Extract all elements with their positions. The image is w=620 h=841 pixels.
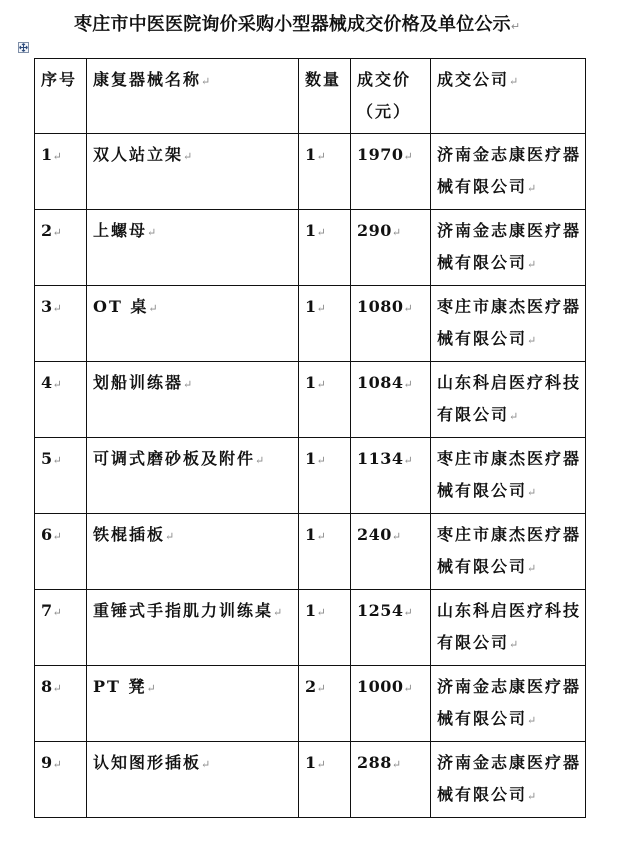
cell-price[interactable] — [351, 210, 431, 286]
cell-mark: ↵ — [52, 150, 63, 163]
cell-price[interactable] — [351, 514, 431, 590]
row-price: 1134 — [357, 449, 404, 468]
cell-qty[interactable] — [299, 666, 351, 742]
cell-mark: ↵ — [527, 790, 539, 803]
table-row — [35, 590, 586, 666]
table-row — [35, 362, 586, 438]
cell-mark: ↵ — [316, 682, 327, 695]
row-price: 1254 — [357, 601, 404, 620]
row-qty: 1 — [305, 753, 317, 772]
cell-mark: ↵ — [391, 226, 402, 239]
row-company: 济南金志康医疗器械有限公司 — [437, 677, 582, 728]
header-cell-company[interactable] — [431, 59, 586, 134]
cell-no[interactable] — [35, 210, 87, 286]
cell-mark: ↵ — [509, 75, 521, 88]
cell-mark: ↵ — [52, 378, 63, 391]
row-company: 山东科启医疗科技有限公司 — [437, 373, 582, 424]
row-no: 9 — [41, 753, 53, 772]
cell-mark: ↵ — [527, 486, 539, 499]
row-name: 重锤式手指肌力训练桌 — [93, 601, 274, 620]
row-company: 枣庄市康杰医疗器械有限公司 — [437, 449, 582, 500]
row-name: 认知图形插板 — [93, 753, 202, 772]
row-price: 1970 — [357, 145, 404, 164]
cell-mark: ↵ — [52, 226, 63, 239]
cell-price[interactable] — [351, 286, 431, 362]
row-price: 290 — [357, 221, 392, 240]
cell-mark: ↵ — [316, 226, 327, 239]
header-no: 序号 — [41, 70, 78, 89]
paragraph-mark: ↵ — [510, 20, 521, 33]
cell-no[interactable] — [35, 742, 87, 818]
cell-price[interactable] — [351, 666, 431, 742]
cell-qty[interactable] — [299, 134, 351, 210]
cell-qty[interactable] — [299, 362, 351, 438]
cell-mark: ↵ — [527, 714, 539, 727]
row-qty: 1 — [305, 145, 317, 164]
cell-mark: ↵ — [509, 638, 521, 651]
header-qty: 数量 — [305, 70, 342, 89]
cell-mark: ↵ — [148, 302, 160, 315]
cell-price[interactable] — [351, 362, 431, 438]
row-price: 1084 — [357, 373, 404, 392]
cell-mark: ↵ — [52, 606, 63, 619]
cell-company[interactable] — [431, 514, 586, 590]
row-company: 济南金志康医疗器械有限公司 — [437, 221, 582, 272]
cell-qty[interactable] — [299, 590, 351, 666]
cell-no[interactable] — [35, 362, 87, 438]
cell-price[interactable] — [351, 590, 431, 666]
cell-no[interactable] — [35, 666, 87, 742]
row-name: OT 桌 — [93, 297, 149, 316]
cell-no[interactable] — [35, 286, 87, 362]
cell-mark: ↵ — [52, 758, 63, 771]
price-table — [34, 58, 586, 818]
cell-name[interactable] — [87, 438, 299, 514]
price-table-body — [35, 59, 586, 818]
cell-mark: ↵ — [201, 75, 213, 88]
cell-no[interactable] — [35, 134, 87, 210]
row-no: 6 — [41, 525, 53, 544]
cell-qty[interactable] — [299, 514, 351, 590]
cell-company[interactable] — [431, 438, 586, 514]
row-company: 枣庄市康杰医疗器械有限公司 — [437, 525, 582, 576]
cell-mark: ↵ — [255, 454, 267, 467]
cell-mark: ↵ — [52, 302, 63, 315]
cell-no[interactable] — [35, 590, 87, 666]
row-company: 枣庄市康杰医疗器械有限公司 — [437, 297, 582, 348]
row-company: 山东科启医疗科技有限公司 — [437, 601, 582, 652]
cell-company[interactable] — [431, 590, 586, 666]
cell-qty[interactable] — [299, 210, 351, 286]
row-name: 上螺母 — [93, 221, 148, 240]
cell-name[interactable] — [87, 210, 299, 286]
cell-qty[interactable] — [299, 438, 351, 514]
cell-mark: ↵ — [403, 378, 414, 391]
row-name: 划船训练器 — [93, 373, 184, 392]
cell-mark: ↵ — [316, 758, 327, 771]
cell-mark: ↵ — [201, 758, 213, 771]
cell-mark: ↵ — [183, 378, 195, 391]
row-company: 济南金志康医疗器械有限公司 — [437, 145, 582, 196]
row-name: 可调式磨砂板及附件 — [93, 449, 256, 468]
row-qty: 1 — [305, 221, 317, 240]
row-name: 双人站立架 — [93, 145, 184, 164]
cell-mark: ↵ — [146, 682, 158, 695]
table-row — [35, 210, 586, 286]
row-no: 7 — [41, 601, 53, 620]
row-qty: 1 — [305, 373, 317, 392]
cell-mark: ↵ — [403, 454, 414, 467]
row-price: 1080 — [357, 297, 404, 316]
table-row — [35, 438, 586, 514]
cell-mark: ↵ — [403, 302, 414, 315]
row-company: 济南金志康医疗器械有限公司 — [437, 753, 582, 804]
cell-mark: ↵ — [527, 334, 539, 347]
header-company: 成交公司 — [437, 70, 510, 89]
cell-mark: ↵ — [273, 606, 285, 619]
header-cell-no[interactable] — [35, 59, 87, 134]
cell-mark: ↵ — [183, 150, 195, 163]
row-no: 5 — [41, 449, 53, 468]
cell-mark: ↵ — [403, 682, 414, 695]
table-row — [35, 514, 586, 590]
row-qty: 2 — [305, 677, 317, 696]
header-cell-name[interactable] — [87, 59, 299, 134]
table-row — [35, 134, 586, 210]
cell-name[interactable] — [87, 362, 299, 438]
cell-company[interactable] — [431, 286, 586, 362]
row-qty: 1 — [305, 449, 317, 468]
cell-mark: ↵ — [391, 758, 402, 771]
cell-name[interactable] — [87, 666, 299, 742]
row-name: PT 凳 — [93, 677, 147, 696]
row-no: 4 — [41, 373, 53, 392]
cell-price[interactable] — [351, 742, 431, 818]
row-qty: 1 — [305, 601, 317, 620]
row-no: 1 — [41, 145, 53, 164]
cell-mark: ↵ — [403, 606, 414, 619]
cell-mark: ↵ — [391, 530, 402, 543]
cell-company[interactable] — [431, 362, 586, 438]
cell-qty[interactable] — [299, 286, 351, 362]
cell-mark: ↵ — [316, 606, 327, 619]
row-no: 8 — [41, 677, 53, 696]
row-price: 240 — [357, 525, 392, 544]
cell-company[interactable] — [431, 134, 586, 210]
cell-mark: ↵ — [527, 562, 539, 575]
cell-mark: ↵ — [509, 410, 521, 423]
cell-mark: ↵ — [316, 150, 327, 163]
cell-company[interactable] — [431, 742, 586, 818]
row-price: 1000 — [357, 677, 404, 696]
cell-mark: ↵ — [52, 682, 63, 695]
header-cell-qty[interactable] — [299, 59, 351, 134]
cell-mark: ↵ — [527, 258, 539, 271]
row-qty: 1 — [305, 525, 317, 544]
cell-company[interactable] — [431, 210, 586, 286]
page-title — [74, 12, 614, 40]
cell-name[interactable] — [87, 286, 299, 362]
cell-mark: ↵ — [527, 182, 539, 195]
cell-name[interactable] — [87, 514, 299, 590]
cell-mark: ↵ — [316, 530, 327, 543]
row-price: 288 — [357, 753, 392, 772]
row-no: 3 — [41, 297, 53, 316]
cell-price[interactable] — [351, 438, 431, 514]
table-row — [35, 286, 586, 362]
cell-name[interactable] — [87, 134, 299, 210]
title-text: 枣庄市中医医院询价采购小型器械成交价格及单位公示 — [74, 14, 511, 35]
header-name: 康复器械名称 — [93, 70, 202, 89]
header-cell-price[interactable] — [351, 59, 431, 134]
cell-no[interactable] — [35, 438, 87, 514]
cell-price[interactable] — [351, 134, 431, 210]
row-no: 2 — [41, 221, 53, 240]
cell-mark: ↵ — [403, 150, 414, 163]
cell-mark: ↵ — [52, 530, 63, 543]
table-row — [35, 742, 586, 818]
row-qty: 1 — [305, 297, 317, 316]
cell-mark: ↵ — [165, 530, 177, 543]
cell-mark: ↵ — [52, 454, 63, 467]
table-row — [35, 666, 586, 742]
cell-name[interactable] — [87, 590, 299, 666]
cell-qty[interactable] — [299, 742, 351, 818]
cell-company[interactable] — [431, 666, 586, 742]
row-name: 铁棍插板 — [93, 525, 166, 544]
table-move-handle-icon[interactable] — [18, 42, 29, 53]
cell-mark: ↵ — [316, 302, 327, 315]
cell-name[interactable] — [87, 742, 299, 818]
cell-mark: ↵ — [316, 454, 327, 467]
header-price: 成交价（元） — [357, 70, 412, 121]
cell-no[interactable] — [35, 514, 87, 590]
cell-mark: ↵ — [147, 226, 159, 239]
cell-mark: ↵ — [316, 378, 327, 391]
table-header-row — [35, 59, 586, 134]
